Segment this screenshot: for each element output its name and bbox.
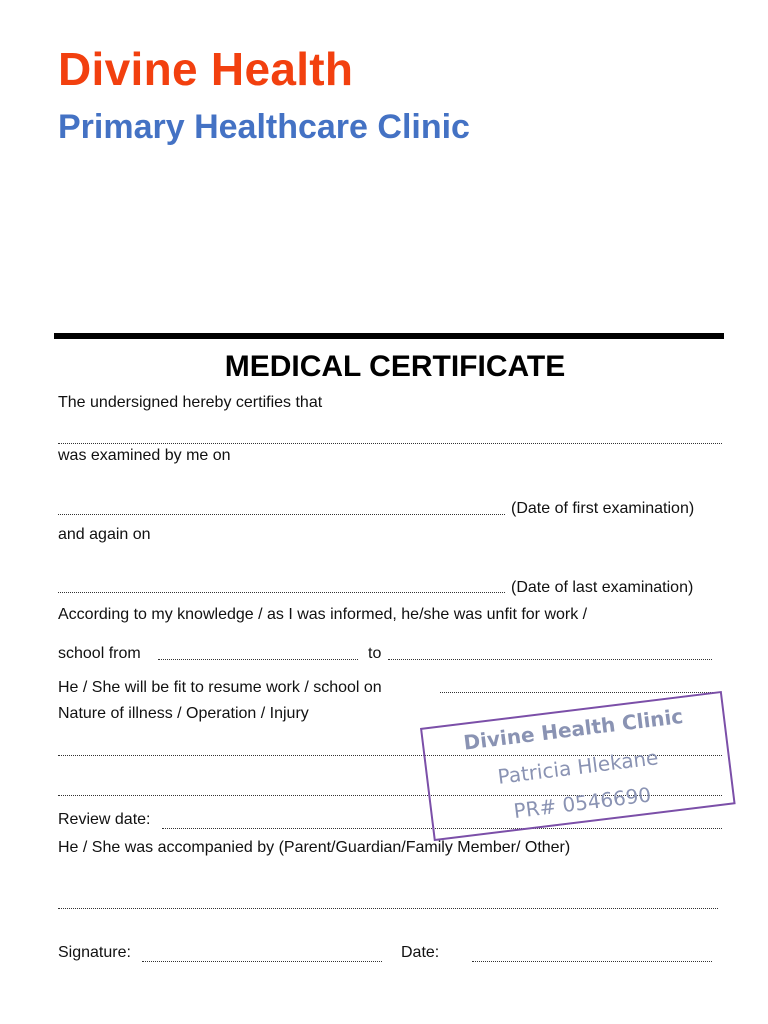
review-date-label: Review date:: [58, 811, 151, 828]
from-date-line: [158, 659, 358, 660]
last-exam-date-line: [58, 592, 505, 593]
signature-line: [142, 961, 382, 962]
first-exam-label: (Date of first examination): [511, 500, 695, 517]
header-divider: [54, 333, 724, 339]
examined-text: was examined by me on: [58, 447, 231, 464]
clinic-name: Divine Health: [58, 43, 354, 95]
certify-text: The undersigned hereby certifies that: [58, 394, 323, 411]
to-label: to: [368, 645, 382, 662]
resume-date-line: [440, 692, 715, 693]
signature-label: Signature:: [58, 944, 131, 961]
fit-resume-text: He / She will be fit to resume work / school on: [58, 679, 382, 696]
stamp-registration: PR# 0546690: [512, 782, 653, 824]
clinic-subtitle: Primary Healthcare Clinic: [58, 108, 470, 146]
first-exam-date-line: [58, 514, 505, 515]
last-exam-label: (Date of last examination): [511, 579, 694, 596]
stamp-doctor-name: Patricia Hlekane: [496, 745, 660, 789]
stamp-clinic-name: Divine Health Clinic: [462, 703, 685, 755]
date-line: [472, 961, 712, 962]
school-from-label: school from: [58, 645, 141, 662]
unfit-text: According to my knowledge / as I was informed, he/she was unfit for work /: [58, 606, 588, 623]
clinic-stamp: [420, 691, 736, 841]
again-text: and again on: [58, 526, 151, 543]
date-label: Date:: [401, 944, 440, 961]
accompanied-line: [58, 908, 718, 909]
document-title: MEDICAL CERTIFICATE: [224, 350, 566, 383]
nature-text: Nature of illness / Operation / Injury: [58, 705, 309, 722]
accompanied-text: He / She was accompanied by (Parent/Guardian/Family Member/ Other): [58, 839, 571, 856]
patient-name-line: [58, 443, 722, 444]
to-date-line: [388, 659, 712, 660]
